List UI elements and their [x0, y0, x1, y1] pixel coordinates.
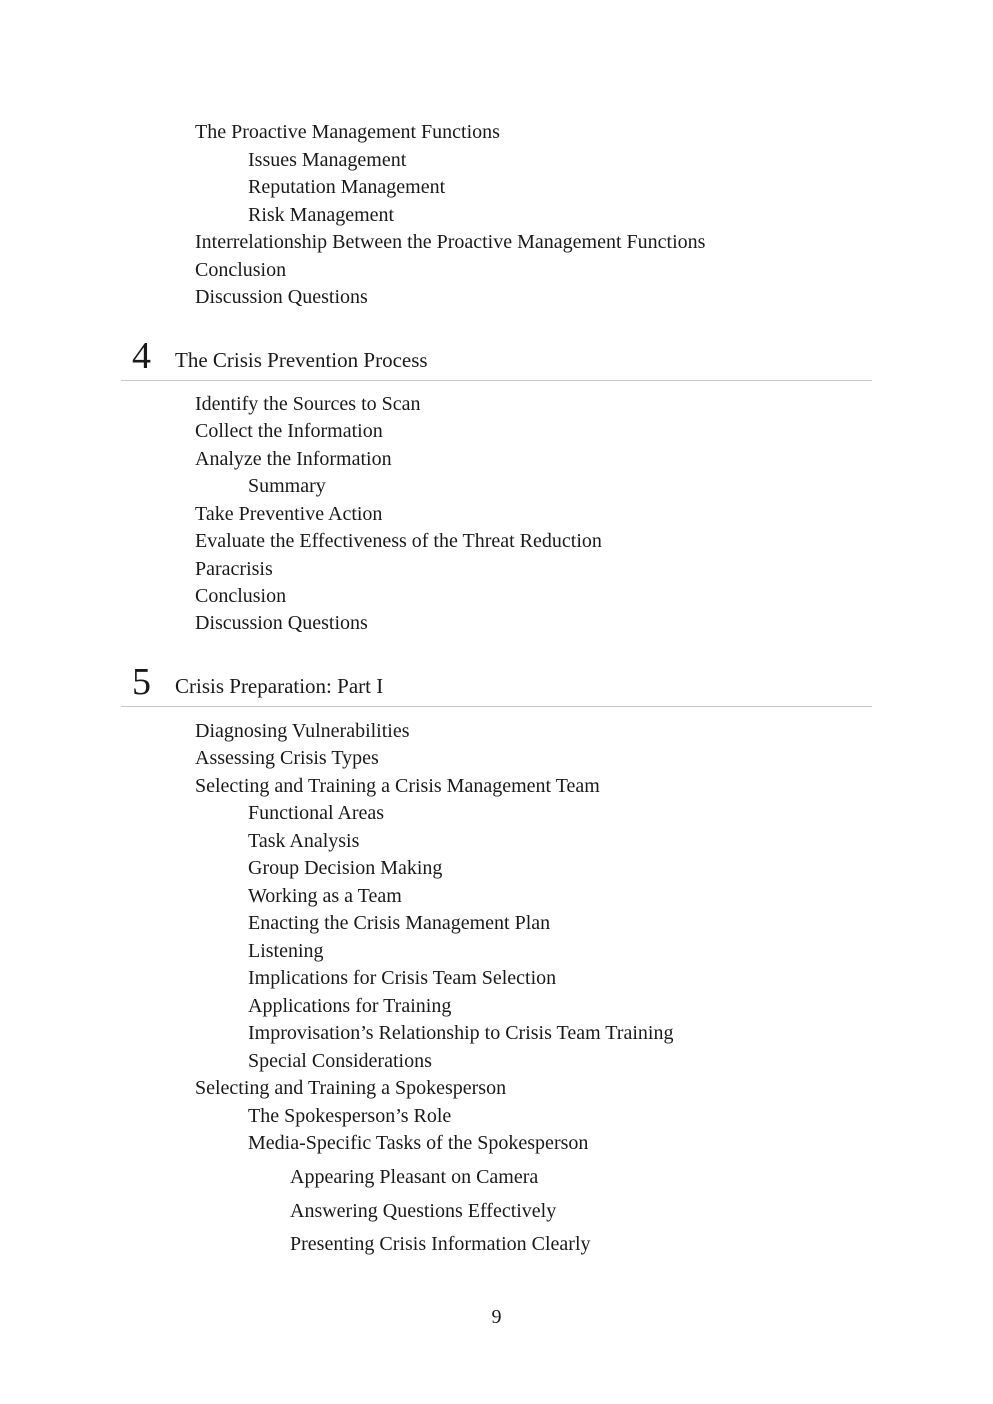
toc-entry[interactable]: Selecting and Training a Spokesperson: [195, 1077, 507, 1099]
toc-entry[interactable]: The Proactive Management Functions: [195, 121, 500, 143]
toc-entry[interactable]: Collect the Information: [195, 420, 383, 442]
toc-subentry[interactable]: The Spokesperson’s Role: [248, 1105, 452, 1127]
toc-entry[interactable]: Conclusion: [195, 585, 287, 607]
toc-entry[interactable]: Identify the Sources to Scan: [195, 393, 421, 415]
toc-entry[interactable]: Conclusion: [195, 259, 287, 281]
toc-entry[interactable]: Interrelationship Between the Proactive Management Functions: [195, 231, 706, 253]
chapter-divider: [121, 706, 872, 707]
toc-subentry[interactable]: Issues Management: [248, 149, 407, 171]
toc-entry[interactable]: Paracrisis: [195, 558, 273, 580]
chapter-title[interactable]: The Crisis Prevention Process: [175, 348, 428, 372]
toc-entry[interactable]: Discussion Questions: [195, 286, 368, 308]
toc-entry[interactable]: Evaluate the Effectiveness of the Threat Reduction: [195, 530, 602, 552]
toc-subentry[interactable]: Media-Specific Tasks of the Spokesperson: [248, 1132, 589, 1154]
chapter-title[interactable]: Crisis Preparation: Part I: [175, 674, 384, 698]
toc-subsubentry[interactable]: Answering Questions Effectively: [290, 1200, 557, 1222]
toc-entry[interactable]: Analyze the Information: [195, 448, 392, 470]
toc-subentry[interactable]: Functional Areas: [248, 802, 385, 824]
toc-subentry[interactable]: Risk Management: [248, 204, 395, 226]
toc-subentry[interactable]: Group Decision Making: [248, 857, 443, 879]
chapter-divider: [121, 380, 872, 381]
toc-subsubentry[interactable]: Presenting Crisis Information Clearly: [290, 1233, 591, 1255]
page-number: 9: [491, 1306, 502, 1328]
toc-subentry[interactable]: Task Analysis: [248, 830, 360, 852]
toc-subentry[interactable]: Improvisation’s Relationship to Crisis Team Training: [248, 1022, 674, 1044]
toc-subentry[interactable]: Summary: [248, 475, 326, 497]
toc-subentry[interactable]: Reputation Management: [248, 176, 446, 198]
toc-entry[interactable]: Selecting and Training a Crisis Management Team: [195, 775, 600, 797]
toc-subentry[interactable]: Listening: [248, 940, 324, 962]
toc-entry[interactable]: Discussion Questions: [195, 612, 368, 634]
toc-subentry[interactable]: Special Considerations: [248, 1050, 432, 1072]
toc-entry[interactable]: Assessing Crisis Types: [195, 747, 379, 769]
toc-entry[interactable]: Take Preventive Action: [195, 503, 383, 525]
chapter-number: 5: [132, 661, 151, 703]
toc-subentry[interactable]: Working as a Team: [248, 885, 402, 907]
chapter-number: 4: [132, 335, 151, 377]
toc-subentry[interactable]: Implications for Crisis Team Selection: [248, 967, 557, 989]
toc-subentry[interactable]: Applications for Training: [248, 995, 452, 1017]
toc-subentry[interactable]: Enacting the Crisis Management Plan: [248, 912, 551, 934]
toc-subsubentry[interactable]: Appearing Pleasant on Camera: [290, 1166, 539, 1188]
toc-entry[interactable]: Diagnosing Vulnerabilities: [195, 720, 410, 742]
